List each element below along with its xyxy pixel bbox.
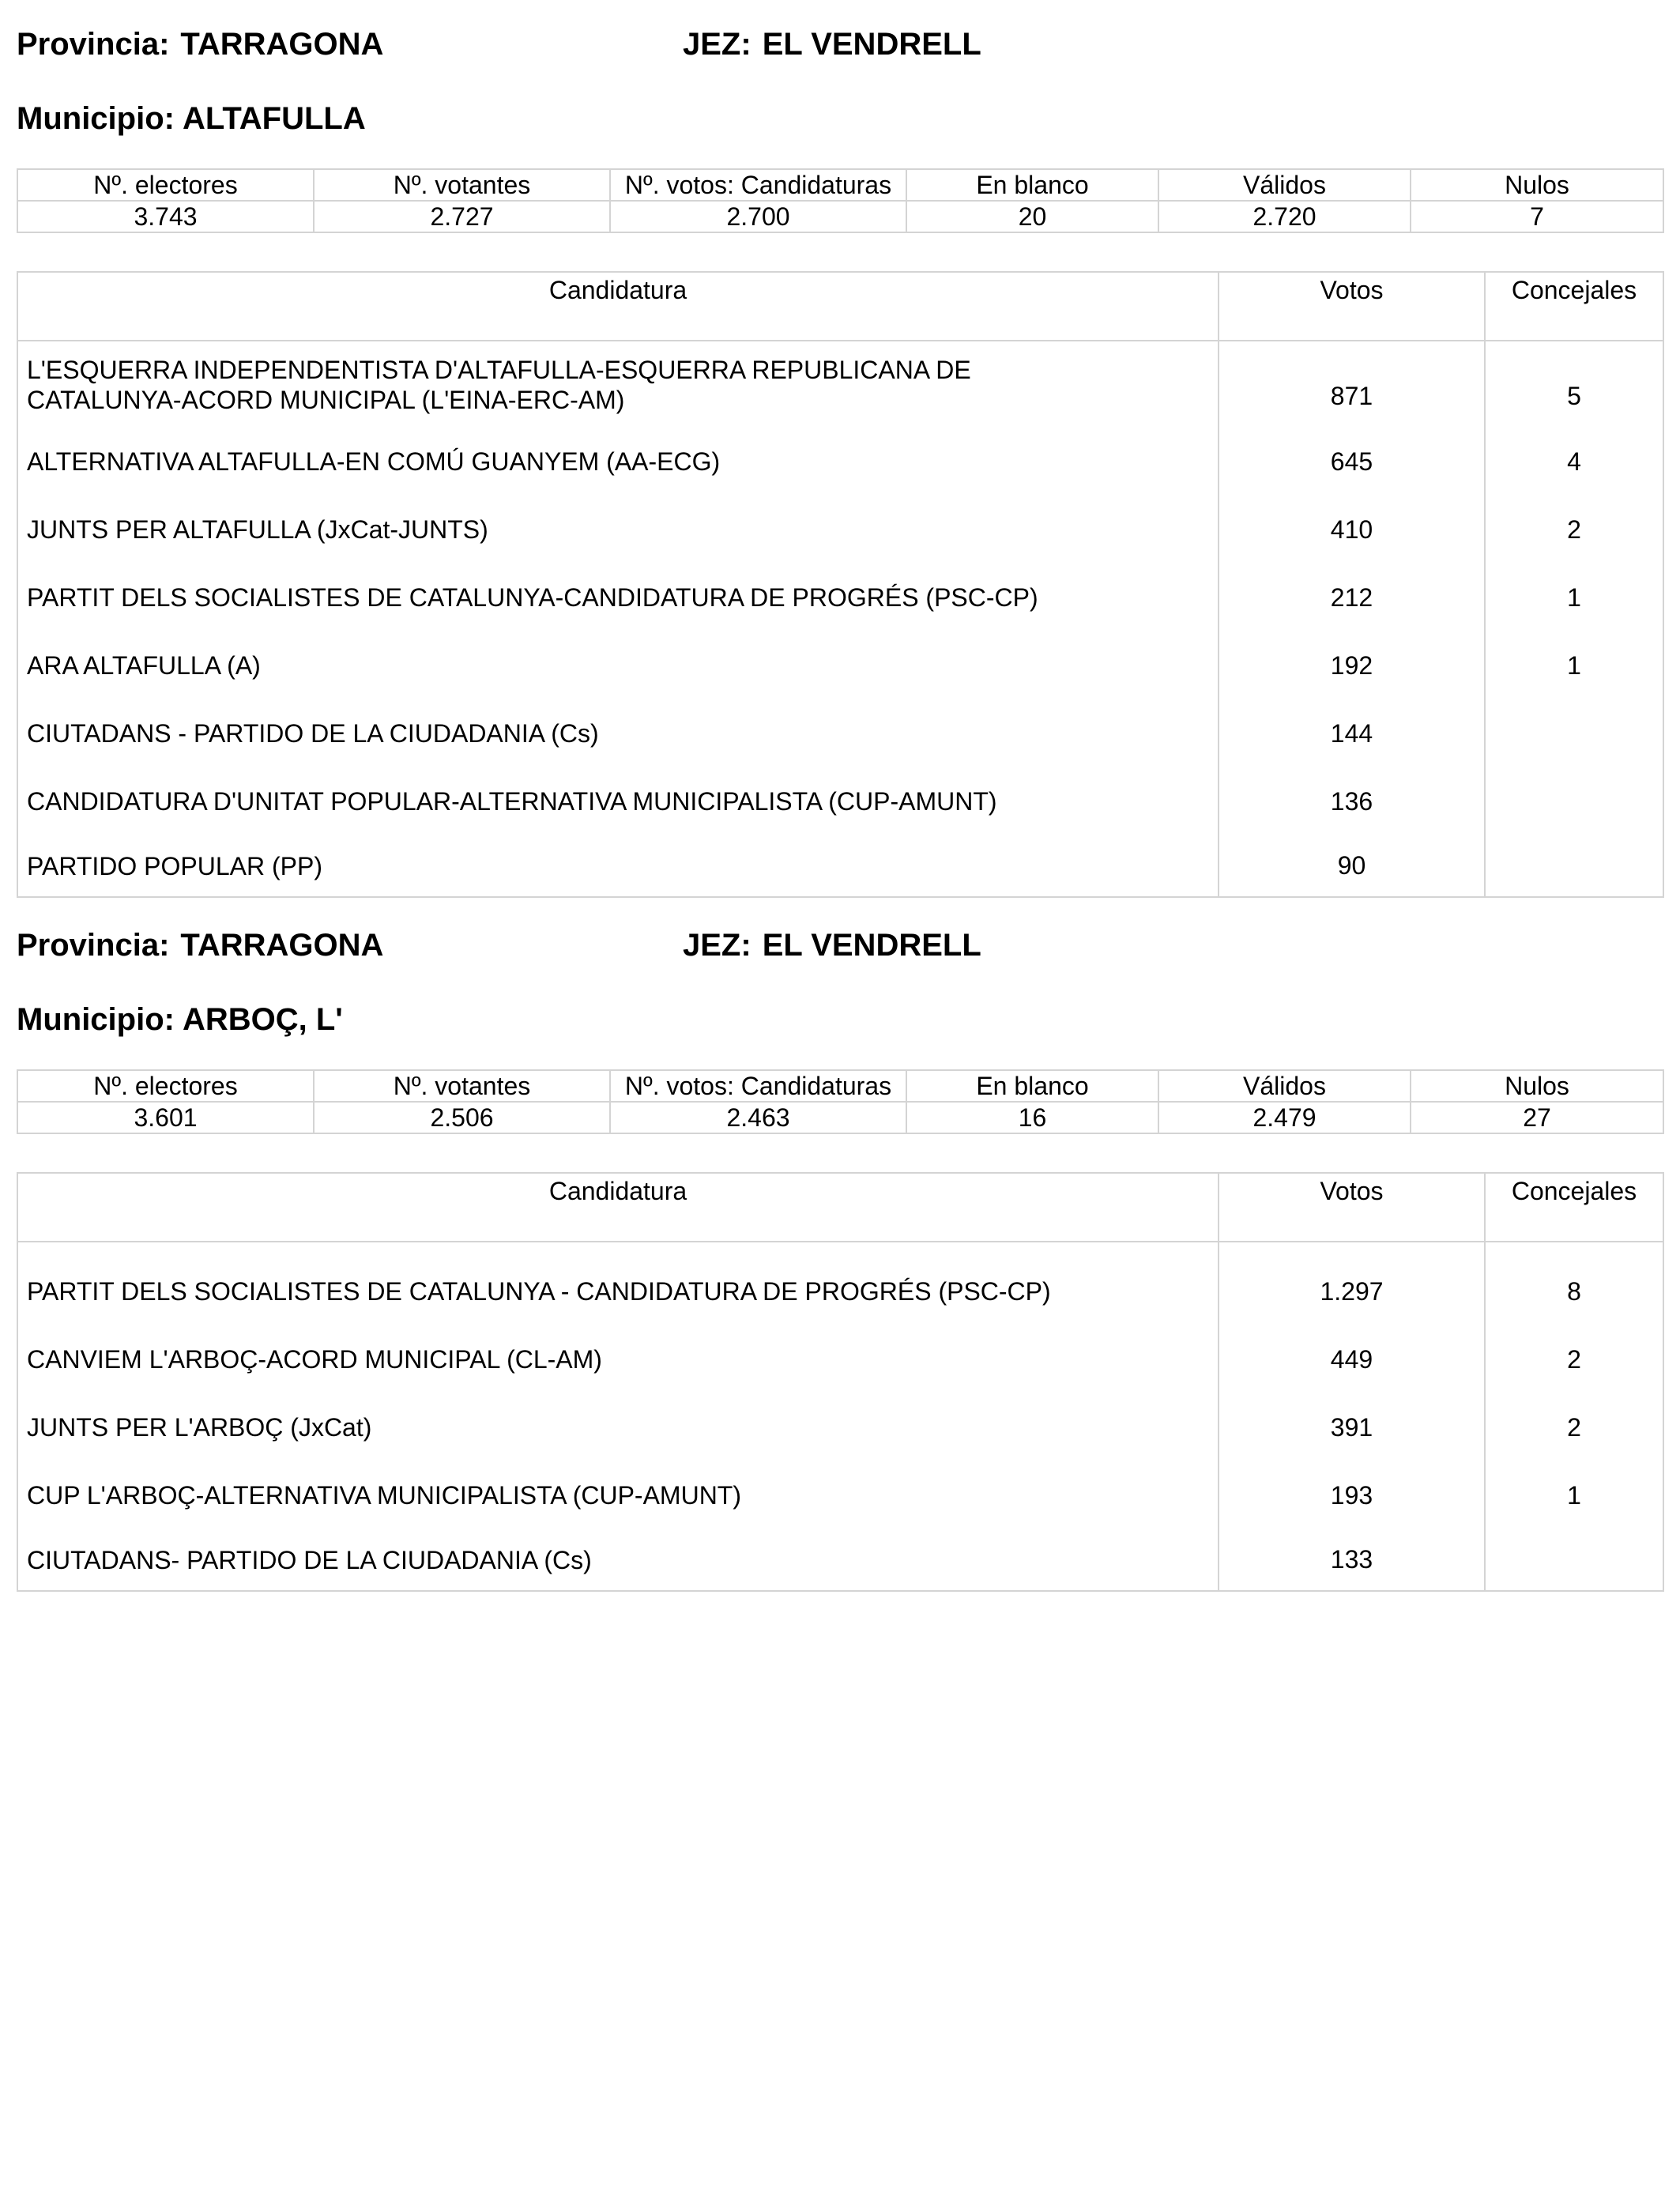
jez-value: EL VENDRELL <box>762 928 981 963</box>
results-table <box>17 1172 1664 1592</box>
votos-value: 871 <box>1219 341 1485 428</box>
summary-header: Nulos <box>1411 1070 1663 1102</box>
concejales-value <box>1485 835 1663 897</box>
results-header-candidatura: Candidatura <box>17 272 1219 341</box>
results-header-row <box>17 1173 1663 1242</box>
table-row <box>17 699 1663 767</box>
summary-header: Nº. votos: Candidaturas <box>610 169 906 201</box>
table-row <box>17 341 1663 428</box>
candidatura-name: ALTERNATIVA ALTAFULLA-EN COMÚ GUANYEM (AA-ECG) <box>17 428 1219 496</box>
provincia-value: TARRAGONA <box>180 27 384 62</box>
summary-value: 2.727 <box>314 201 610 232</box>
summary-value: 27 <box>1411 1102 1663 1133</box>
concejales-value: 2 <box>1485 496 1663 564</box>
concejales-value: 1 <box>1485 631 1663 699</box>
jez-label: JEZ: <box>683 27 751 62</box>
votos-value: 410 <box>1219 496 1485 564</box>
table-row <box>17 564 1663 631</box>
concejales-value: 2 <box>1485 1325 1663 1393</box>
summary-header: Nº. votantes <box>314 1070 610 1102</box>
table-row <box>17 835 1663 897</box>
candidatura-name: CIUTADANS- PARTIDO DE LA CIUDADANIA (Cs) <box>17 1529 1219 1591</box>
votos-value: 212 <box>1219 564 1485 631</box>
municipio-header <box>17 1001 343 1039</box>
summary-value: 16 <box>906 1102 1158 1133</box>
summary-header: Válidos <box>1158 1070 1411 1102</box>
results-header-votos: Votos <box>1219 1173 1485 1242</box>
summary-header: En blanco <box>906 1070 1158 1102</box>
table-row <box>17 631 1663 699</box>
summary-value: 2.463 <box>610 1102 906 1133</box>
summary-value: 2.700 <box>610 201 906 232</box>
concejales-value: 8 <box>1485 1242 1663 1325</box>
table-row <box>17 1461 1663 1529</box>
results-header-votos: Votos <box>1219 272 1485 341</box>
municipio-value: ARBOÇ, L' <box>182 1002 343 1037</box>
concejales-value: 5 <box>1485 341 1663 428</box>
concejales-value <box>1485 767 1663 835</box>
municipio-header <box>17 100 366 138</box>
jez-header <box>683 926 981 964</box>
concejales-value: 1 <box>1485 564 1663 631</box>
votos-value: 90 <box>1219 835 1485 897</box>
results-header-concejales: Concejales <box>1485 1173 1663 1242</box>
results-table <box>17 271 1664 898</box>
summary-value: 2.720 <box>1158 201 1411 232</box>
candidatura-name: JUNTS PER L'ARBOÇ (JxCat) <box>17 1393 1219 1461</box>
provincia-header <box>17 25 383 63</box>
concejales-value: 4 <box>1485 428 1663 496</box>
municipio-label: Municipio: <box>17 101 175 136</box>
summary-header-row <box>17 1070 1663 1102</box>
provincia-label: Provincia: <box>17 928 170 963</box>
votos-value: 193 <box>1219 1461 1485 1529</box>
table-row <box>17 428 1663 496</box>
summary-table <box>17 1069 1664 1134</box>
candidatura-name: L'ESQUERRA INDEPENDENTISTA D'ALTAFULLA-ESQUERRA REPUBLICANA DE CATALUNYA-ACORD MUNICIPAL (L'EINA-ERC-AM) <box>17 341 1219 428</box>
summary-header: En blanco <box>906 169 1158 201</box>
candidatura-name: CANDIDATURA D'UNITAT POPULAR-ALTERNATIVA MUNICIPALISTA (CUP-AMUNT) <box>17 767 1219 835</box>
votos-value: 136 <box>1219 767 1485 835</box>
provincia-value: TARRAGONA <box>180 928 384 963</box>
provincia-header <box>17 926 383 964</box>
summary-header: Nº. votantes <box>314 169 610 201</box>
votos-value: 133 <box>1219 1529 1485 1591</box>
summary-value: 2.506 <box>314 1102 610 1133</box>
votos-value: 192 <box>1219 631 1485 699</box>
summary-header: Nº. electores <box>17 169 314 201</box>
summary-value-row <box>17 201 1663 232</box>
jez-value: EL VENDRELL <box>762 27 981 62</box>
concejales-value <box>1485 699 1663 767</box>
table-row <box>17 496 1663 564</box>
summary-value: 20 <box>906 201 1158 232</box>
table-row <box>17 1529 1663 1591</box>
summary-value: 3.601 <box>17 1102 314 1133</box>
candidatura-name: CIUTADANS - PARTIDO DE LA CIUDADANIA (Cs) <box>17 699 1219 767</box>
summary-header: Válidos <box>1158 169 1411 201</box>
votos-value: 1.297 <box>1219 1242 1485 1325</box>
summary-table <box>17 168 1664 233</box>
results-header-candidatura: Candidatura <box>17 1173 1219 1242</box>
summary-header-row <box>17 169 1663 201</box>
results-header-row <box>17 272 1663 341</box>
results-header-concejales: Concejales <box>1485 272 1663 341</box>
jez-header <box>683 25 981 63</box>
table-row <box>17 1325 1663 1393</box>
municipio-value: ALTAFULLA <box>182 101 366 136</box>
table-row <box>17 1393 1663 1461</box>
jez-label: JEZ: <box>683 928 751 963</box>
summary-header: Nº. votos: Candidaturas <box>610 1070 906 1102</box>
candidatura-name: PARTIT DELS SOCIALISTES DE CATALUNYA - CANDIDATURA DE PROGRÉS (PSC-CP) <box>17 1242 1219 1325</box>
summary-value: 3.743 <box>17 201 314 232</box>
candidatura-name: PARTIDO POPULAR (PP) <box>17 835 1219 897</box>
candidatura-name: PARTIT DELS SOCIALISTES DE CATALUNYA-CANDIDATURA DE PROGRÉS (PSC-CP) <box>17 564 1219 631</box>
candidatura-name: CUP L'ARBOÇ-ALTERNATIVA MUNICIPALISTA (CUP-AMUNT) <box>17 1461 1219 1529</box>
summary-header: Nulos <box>1411 169 1663 201</box>
provincia-label: Provincia: <box>17 27 170 62</box>
table-row <box>17 1242 1663 1325</box>
concejales-value: 2 <box>1485 1393 1663 1461</box>
votos-value: 449 <box>1219 1325 1485 1393</box>
table-row <box>17 767 1663 835</box>
summary-value: 7 <box>1411 201 1663 232</box>
summary-value-row <box>17 1102 1663 1133</box>
candidatura-name: JUNTS PER ALTAFULLA (JxCat-JUNTS) <box>17 496 1219 564</box>
summary-value: 2.479 <box>1158 1102 1411 1133</box>
concejales-value: 1 <box>1485 1461 1663 1529</box>
votos-value: 144 <box>1219 699 1485 767</box>
municipio-label: Municipio: <box>17 1002 175 1037</box>
votos-value: 391 <box>1219 1393 1485 1461</box>
candidatura-name: ARA ALTAFULLA (A) <box>17 631 1219 699</box>
candidatura-name: CANVIEM L'ARBOÇ-ACORD MUNICIPAL (CL-AM) <box>17 1325 1219 1393</box>
votos-value: 645 <box>1219 428 1485 496</box>
concejales-value <box>1485 1529 1663 1591</box>
summary-header: Nº. electores <box>17 1070 314 1102</box>
